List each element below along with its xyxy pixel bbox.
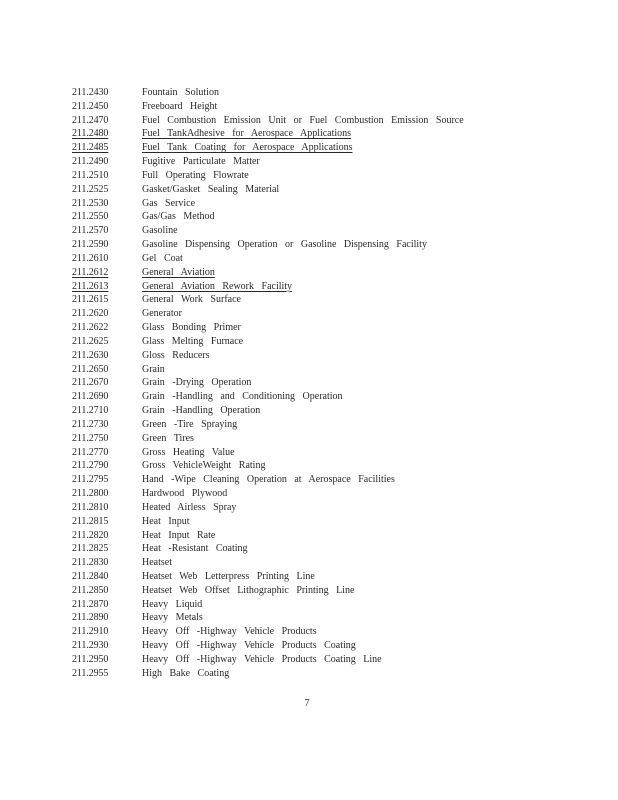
section-number: 211.2750 — [72, 432, 109, 444]
section-number: 211.2730 — [72, 418, 109, 430]
definition-entry — [72, 515, 492, 529]
section-number: 211.2490 — [72, 156, 109, 168]
definitions-list — [72, 86, 492, 681]
definition-entry — [72, 293, 492, 307]
section-number: 211.2825 — [72, 543, 109, 555]
definition-entry — [72, 183, 492, 197]
defined-term: Heatset Web Letterpress Printing Line — [142, 570, 315, 582]
defined-term: Gasoline Dispensing Operation or Gasoline Dispensing Facility — [142, 239, 427, 251]
defined-term: Hardwood Plywood — [142, 488, 228, 500]
definition-entry — [72, 224, 492, 238]
section-number: 211.2625 — [72, 335, 109, 347]
section-number: 211.2955 — [72, 667, 109, 679]
definition-entry — [72, 446, 492, 460]
section-number: 211.2525 — [72, 183, 109, 195]
section-number: 211.2815 — [72, 515, 109, 527]
section-number: 211.2570 — [72, 225, 109, 237]
defined-term: Grain -Drying Operation — [142, 377, 252, 389]
defined-term: General Work Surface — [142, 294, 241, 306]
section-number: 211.2613 — [72, 280, 109, 292]
definition-entry — [72, 169, 492, 183]
defined-term: Heat -Resistant Coating — [142, 543, 248, 555]
definition-entry — [72, 100, 492, 114]
defined-term: Heavy Liquid — [142, 598, 203, 610]
section-number: 211.2810 — [72, 501, 109, 513]
section-number: 211.2690 — [72, 391, 109, 403]
section-number: 211.2670 — [72, 377, 109, 389]
definition-entry — [72, 459, 492, 473]
section-number: 211.2620 — [72, 308, 109, 320]
definition-entry — [72, 349, 492, 363]
definition-entry — [72, 625, 492, 639]
defined-term: Full Operating Flowrate — [142, 169, 249, 181]
definition-entry — [72, 473, 492, 487]
defined-term: Heavy Metals — [142, 612, 203, 624]
definition-entry — [72, 141, 492, 155]
definition-entry — [72, 363, 492, 377]
defined-term: Heated Airless Spray — [142, 501, 237, 513]
section-number: 211.2710 — [72, 405, 109, 417]
section-number: 211.2650 — [72, 363, 109, 375]
section-number: 211.2615 — [72, 294, 109, 306]
defined-term: Fuel Tank Coating for Aerospace Applications — [142, 142, 353, 154]
defined-term: Glass Melting Furnace — [142, 335, 244, 347]
defined-term: Green -Tire Spraying — [142, 418, 238, 430]
section-number: 211.2630 — [72, 349, 109, 361]
defined-term: Gasoline — [142, 225, 178, 237]
defined-term: High Bake Coating — [142, 667, 230, 679]
defined-term: Heat Input — [142, 515, 190, 527]
section-number: 211.2485 — [72, 142, 109, 154]
definition-entry — [72, 653, 492, 667]
definition-entry — [72, 252, 492, 266]
definition-entry — [72, 114, 492, 128]
defined-term: Heavy Off -Highway Vehicle Products — [142, 626, 317, 638]
definition-entry — [72, 307, 492, 321]
definition-entry — [72, 127, 492, 141]
section-number: 211.2850 — [72, 584, 109, 596]
section-number: 211.2622 — [72, 322, 109, 334]
defined-term: Freeboard Height — [142, 100, 218, 112]
defined-term: Heavy Off -Highway Vehicle Products Coating Line — [142, 653, 382, 665]
definition-entry — [72, 418, 492, 432]
definition-entry — [72, 432, 492, 446]
defined-term: Gasket/Gasket Sealing Material — [142, 183, 280, 195]
defined-term: Hand -Wipe Cleaning Operation at Aerospace Facilities — [142, 474, 395, 486]
section-number: 211.2820 — [72, 529, 109, 541]
section-number: 211.2550 — [72, 211, 109, 223]
defined-term: Green Tires — [142, 432, 194, 444]
definition-entry — [72, 335, 492, 349]
section-number: 211.2430 — [72, 87, 109, 98]
definition-entry — [72, 280, 492, 294]
defined-term: Gel Coat — [142, 252, 183, 264]
definition-entry — [72, 376, 492, 390]
section-number: 211.2770 — [72, 446, 109, 458]
definition-entry — [72, 238, 492, 252]
defined-term: Glass Bonding Primer — [142, 322, 241, 334]
definition-entry — [72, 404, 492, 418]
defined-term: Fuel Combustion Emission Unit or Fuel Combustion Emission Source — [142, 114, 464, 126]
section-number: 211.2800 — [72, 488, 109, 500]
section-number: 211.2510 — [72, 169, 109, 181]
section-number: 211.2795 — [72, 474, 109, 486]
defined-term: Fountain Solution — [142, 87, 219, 98]
section-number: 211.2610 — [72, 252, 109, 264]
section-number: 211.2890 — [72, 612, 109, 624]
defined-term: Grain — [142, 363, 165, 375]
defined-term: Grain -Handling Operation — [142, 405, 261, 417]
defined-term: Gas/Gas Method — [142, 211, 215, 223]
defined-term: Grain -Handling and Conditioning Operation — [142, 391, 343, 403]
definition-entry — [72, 210, 492, 224]
definition-entry — [72, 556, 492, 570]
definition-entry — [72, 542, 492, 556]
defined-term: Heat Input Rate — [142, 529, 216, 541]
section-number: 211.2450 — [72, 100, 109, 112]
section-number: 211.2790 — [72, 460, 109, 472]
definition-entry — [72, 529, 492, 543]
definition-entry — [72, 321, 492, 335]
definition-entry — [72, 639, 492, 653]
defined-term: Fuel TankAdhesive for Aerospace Applications — [142, 128, 352, 140]
section-number: 211.2530 — [72, 197, 109, 209]
definition-entry — [72, 197, 492, 211]
definition-entry — [72, 86, 492, 100]
defined-term: Heavy Off -Highway Vehicle Products Coating — [142, 640, 356, 652]
defined-term: Gloss Reducers — [142, 349, 210, 361]
definition-entry — [72, 667, 492, 681]
section-number: 211.2910 — [72, 626, 109, 638]
defined-term: General Aviation — [142, 266, 215, 278]
definition-entry — [72, 598, 492, 612]
defined-term: Gross VehicleWeight Rating — [142, 460, 266, 472]
defined-term: Fugitive Particulate Matter — [142, 156, 260, 168]
section-number: 211.2470 — [72, 114, 109, 126]
defined-term: Heatset Web Offset Lithographic Printing Line — [142, 584, 355, 596]
definition-entry — [72, 487, 492, 501]
section-number: 211.2480 — [72, 128, 109, 140]
page-number: 7 — [304, 698, 310, 709]
section-number: 211.2612 — [72, 266, 109, 278]
definition-entry — [72, 155, 492, 169]
defined-term: General Aviation Rework Facility — [142, 280, 293, 292]
section-number: 211.2590 — [72, 239, 109, 251]
section-number: 211.2950 — [72, 653, 109, 665]
definition-entry — [72, 266, 492, 280]
defined-term: Gas Service — [142, 197, 196, 209]
definition-entry — [72, 611, 492, 625]
section-number: 211.2830 — [72, 557, 109, 569]
section-number: 211.2930 — [72, 640, 109, 652]
section-number: 211.2870 — [72, 598, 109, 610]
defined-term: Generator — [142, 308, 182, 320]
defined-term: Gross Heating Value — [142, 446, 235, 458]
defined-term: Heatset — [142, 557, 172, 569]
definition-entry — [72, 570, 492, 584]
definition-entry — [72, 390, 492, 404]
definition-entry — [72, 584, 492, 598]
section-number: 211.2840 — [72, 570, 109, 582]
definition-entry — [72, 501, 492, 515]
